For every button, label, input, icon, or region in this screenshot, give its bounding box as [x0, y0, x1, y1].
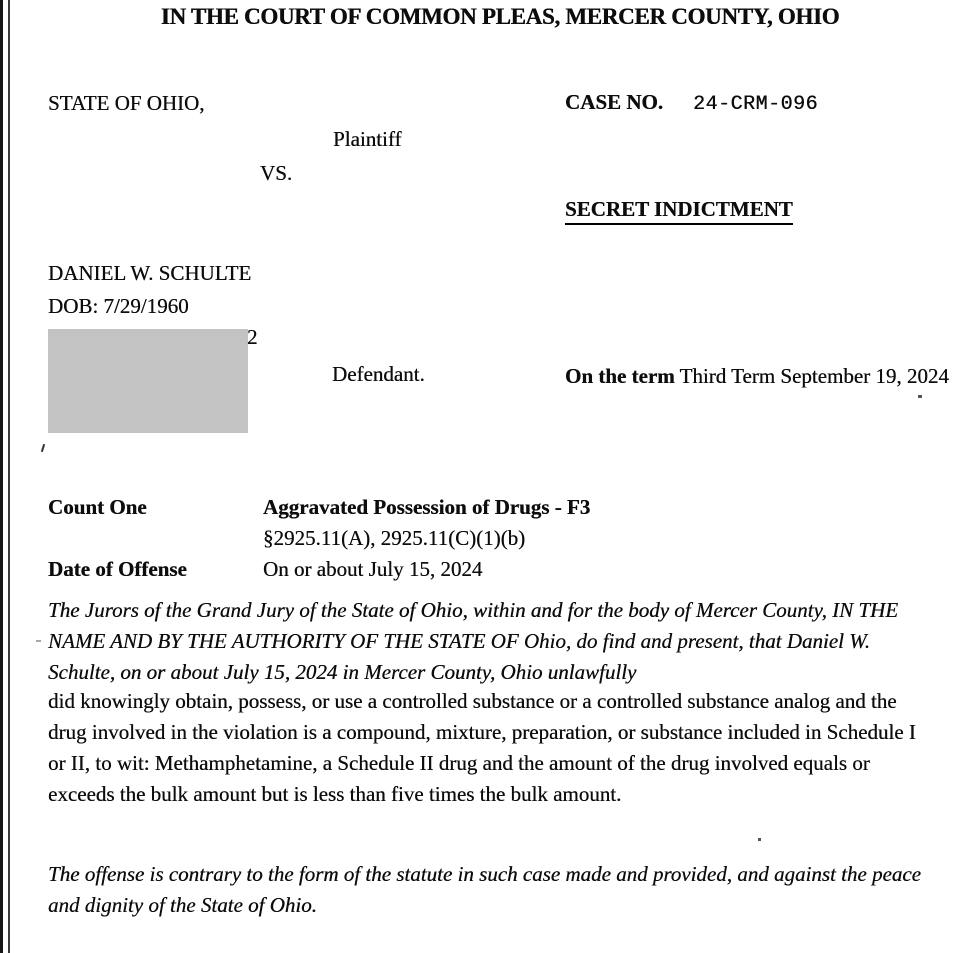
term-line [565, 361, 957, 392]
scan-artifact-dot-right [918, 395, 922, 398]
case-number-value: 24-CRM-096 [693, 93, 819, 116]
redaction-box [48, 329, 248, 433]
date-of-offense-value: On or about July 15, 2024 [263, 557, 483, 581]
indictment-heading-wrap [565, 197, 793, 222]
defendant-dob: DOB: 7/29/1960 [48, 294, 189, 318]
scan-artifact-dot-mid [758, 838, 761, 841]
term-label: On the term [565, 364, 675, 388]
page-edge-line [0, 0, 3, 953]
statute-citation: §2925.11(A), 2925.11(C)(1)(b) [263, 526, 526, 550]
case-number-row [565, 90, 818, 116]
term-value: Third Term September 19, 2024 [679, 364, 949, 388]
page-title: IN THE COURT OF COMMON PLEAS, MERCER COUNTY, OHIO [160, 4, 840, 29]
date-of-offense-label: Date of Offense [48, 557, 187, 581]
charge-title: Aggravated Possession of Drugs - F3 [263, 495, 591, 519]
secret-indictment-heading: SECRET INDICTMENT [565, 197, 793, 225]
defendant-name: DANIEL W. SCHULTE [48, 261, 252, 285]
jurors-paragraph: The Jurors of the Grand Jury of the State of Ohio, within and for the body of Mercer County, IN THE NAME AND BY THE AUTHORITY OF THE STATE OF Ohio, do find and present, that Daniel W. Schulte, on or about July 15, 2024 in Mercer County, Ohio unlawfully [48, 598, 899, 684]
case-number-label: CASE NO. [565, 90, 664, 114]
scan-artifact-quote [41, 444, 45, 452]
count-one-label: Count One [48, 495, 147, 519]
vs-label: VS. [260, 161, 293, 185]
defendant-role-label: Defendant. [332, 362, 425, 386]
plaintiff-name: STATE OF OHIO, [48, 91, 205, 115]
redacted-partial-char: 2 [247, 325, 258, 349]
scan-artifact-dash-left [36, 640, 41, 642]
plaintiff-role-label: Plaintiff [333, 127, 402, 151]
closing-paragraph: The offense is contrary to the form of the statute in such case made and provided, and against the peace and dignity of the State of Ohio. [48, 862, 921, 917]
offense-paragraph: did knowingly obtain, possess, or use a controlled substance or a controlled substance analog and the drug involved in the violation is a compound, mixture, preparation, or substance included in Schedule I or II, to wit: Methamphetamine, a Schedule II drug and the amount of the drug involved equals or exceeds the bulk amount but is less than five times the bulk amount. [48, 689, 916, 806]
page-margin-line [8, 0, 10, 953]
